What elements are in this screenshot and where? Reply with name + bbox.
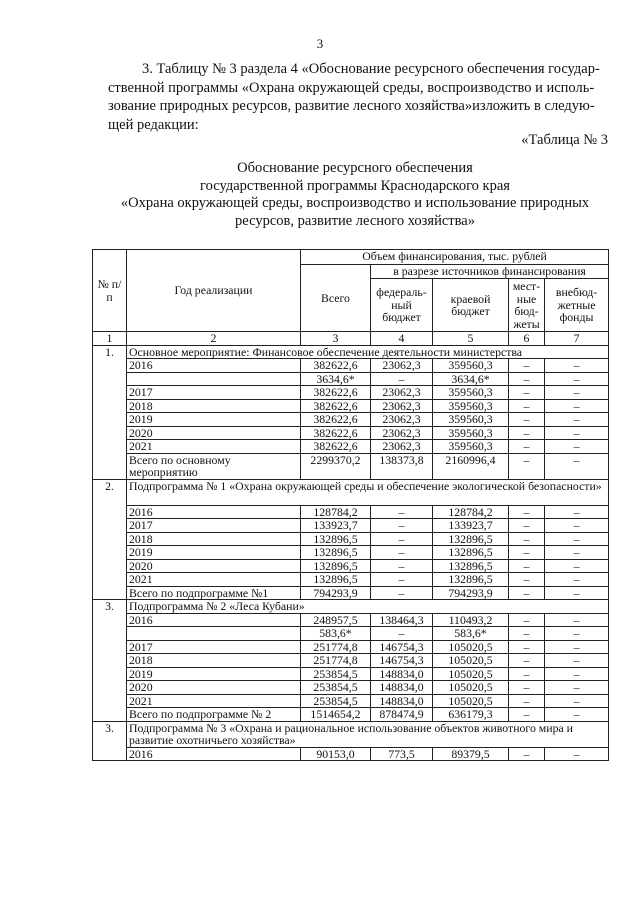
- total-cell: 794293,9: [301, 586, 371, 600]
- intro-line: 3. Таблицу № 3 раздела 4 «Обоснование ресурсного обеспечения государ-: [142, 61, 600, 77]
- year-cell: 2019: [127, 413, 301, 427]
- regional-cell: 359560,3: [433, 399, 509, 413]
- table-reference: «Таблица № 3: [521, 132, 608, 148]
- federal-cell: 148834,0: [371, 667, 433, 681]
- local-cell: –: [509, 708, 545, 722]
- total-cell: 90153,0: [301, 747, 371, 761]
- federal-cell: 23062,3: [371, 426, 433, 440]
- local-cell: –: [509, 426, 545, 440]
- total-cell: 382622,6: [301, 359, 371, 373]
- regional-cell: 105020,5: [433, 640, 509, 654]
- total-cell: 132896,5: [301, 573, 371, 587]
- regional-cell: 132896,5: [433, 532, 509, 546]
- section-header-row: [93, 721, 609, 747]
- header-volume: Объем финансирования, тыс. рублей: [301, 250, 609, 265]
- regional-cell: 132896,5: [433, 573, 509, 587]
- local-cell: –: [509, 694, 545, 708]
- total-cell: 132896,5: [301, 559, 371, 573]
- local-cell: –: [509, 667, 545, 681]
- header-extra: внебюд-жетные фонды: [545, 279, 609, 332]
- intro-paragraph: [108, 60, 608, 134]
- header-local: мест-ные бюд-жеты: [509, 279, 545, 332]
- table-row: [93, 694, 609, 708]
- federal-cell: 23062,3: [371, 440, 433, 454]
- intro-line: щей редакции:: [108, 116, 199, 133]
- table-row: [93, 519, 609, 533]
- regional-cell: 636179,3: [433, 708, 509, 722]
- regional-cell: 794293,9: [433, 586, 509, 600]
- year-cell: 2018: [127, 399, 301, 413]
- local-cell: –: [509, 453, 545, 479]
- table-row: [93, 386, 609, 400]
- year-cell: 2018: [127, 654, 301, 668]
- table-row: [93, 440, 609, 454]
- section-header-row: [93, 345, 609, 359]
- table-row: [93, 532, 609, 546]
- regional-cell: 359560,3: [433, 426, 509, 440]
- extra-cell: –: [545, 426, 609, 440]
- year-cell: 2020: [127, 559, 301, 573]
- local-cell: –: [509, 532, 545, 546]
- page-number: 3: [316, 36, 324, 51]
- table-row: [93, 413, 609, 427]
- federal-cell: –: [371, 532, 433, 546]
- regional-cell: 105020,5: [433, 694, 509, 708]
- regional-cell: 2160996,4: [433, 453, 509, 479]
- year-cell: Всего по подпрограмме № 2: [127, 708, 301, 722]
- section-number: 2.: [93, 479, 127, 600]
- federal-cell: –: [371, 372, 433, 386]
- table-row: [93, 426, 609, 440]
- regional-cell: 110493,2: [433, 613, 509, 627]
- year-cell: 2020: [127, 681, 301, 695]
- extra-cell: –: [545, 613, 609, 627]
- section-number: 3.: [93, 600, 127, 722]
- extra-cell: –: [545, 372, 609, 386]
- local-cell: –: [509, 386, 545, 400]
- column-numbers-row: [93, 332, 609, 346]
- year-cell: [127, 372, 301, 386]
- regional-cell: 132896,5: [433, 559, 509, 573]
- total-cell: 253854,5: [301, 681, 371, 695]
- table-row: [93, 399, 609, 413]
- extra-cell: –: [545, 546, 609, 560]
- header-year: Год реализации: [127, 250, 301, 332]
- extra-cell: –: [545, 654, 609, 668]
- title-line: «Охрана окружающей среды, воспроизводство и использование природных: [120, 195, 590, 211]
- table-row: [93, 627, 609, 641]
- extra-cell: –: [545, 359, 609, 373]
- header-by-source: в разрезе источников финансирования: [371, 265, 609, 279]
- local-cell: –: [509, 573, 545, 587]
- extra-cell: –: [545, 640, 609, 654]
- table-row: [93, 359, 609, 373]
- year-cell: 2017: [127, 519, 301, 533]
- local-cell: –: [509, 681, 545, 695]
- year-cell: 2020: [127, 426, 301, 440]
- total-cell: 132896,5: [301, 532, 371, 546]
- year-cell: 2021: [127, 573, 301, 587]
- regional-cell: 359560,3: [433, 440, 509, 454]
- total-cell: 382622,6: [301, 399, 371, 413]
- table-row: [93, 681, 609, 695]
- extra-cell: –: [545, 559, 609, 573]
- local-cell: –: [509, 546, 545, 560]
- year-cell: 2021: [127, 440, 301, 454]
- section-header-row: [93, 479, 609, 505]
- federal-cell: 23062,3: [371, 359, 433, 373]
- total-cell: 382622,6: [301, 386, 371, 400]
- federal-cell: –: [371, 559, 433, 573]
- table-row: [93, 505, 609, 519]
- local-cell: –: [509, 559, 545, 573]
- total-cell: 382622,6: [301, 413, 371, 427]
- year-cell: 2017: [127, 386, 301, 400]
- section-number: 3.: [93, 721, 127, 761]
- regional-cell: 359560,3: [433, 386, 509, 400]
- local-cell: –: [509, 640, 545, 654]
- regional-cell: 105020,5: [433, 654, 509, 668]
- table-row: [93, 546, 609, 560]
- regional-cell: 359560,3: [433, 359, 509, 373]
- year-cell: Всего по основному мероприятию: [127, 453, 301, 479]
- federal-cell: –: [371, 586, 433, 600]
- section-title: Подпрограмма № 1 «Охрана окружающей среды и обеспечение экологической безопасности»: [127, 479, 609, 505]
- federal-cell: 148834,0: [371, 694, 433, 708]
- federal-cell: –: [371, 573, 433, 587]
- extra-cell: –: [545, 573, 609, 587]
- header-regional: краевой бюджет: [433, 279, 509, 332]
- extra-cell: –: [545, 413, 609, 427]
- table-row: [93, 453, 609, 479]
- extra-cell: –: [545, 694, 609, 708]
- federal-cell: 23062,3: [371, 399, 433, 413]
- table-row: [93, 613, 609, 627]
- extra-cell: –: [545, 667, 609, 681]
- header-num: № п/п: [93, 250, 127, 332]
- year-cell: 2016: [127, 613, 301, 627]
- col-number: 5: [433, 332, 509, 346]
- header-federal: федераль-ный бюджет: [371, 279, 433, 332]
- regional-cell: 133923,7: [433, 519, 509, 533]
- extra-cell: –: [545, 505, 609, 519]
- section-header-row: [93, 600, 609, 614]
- table-row: [93, 667, 609, 681]
- col-number: 3: [301, 332, 371, 346]
- local-cell: –: [509, 359, 545, 373]
- extra-cell: –: [545, 386, 609, 400]
- regional-cell: 89379,5: [433, 747, 509, 761]
- regional-cell: 359560,3: [433, 413, 509, 427]
- total-cell: 251774,8: [301, 640, 371, 654]
- local-cell: –: [509, 519, 545, 533]
- table-row: [93, 573, 609, 587]
- local-cell: –: [509, 399, 545, 413]
- total-cell: 583,6*: [301, 627, 371, 641]
- table-row: [93, 708, 609, 722]
- section-title: Подпрограмма № 2 «Леса Кубани»: [127, 600, 609, 614]
- total-cell: 382622,6: [301, 440, 371, 454]
- table-row: [93, 654, 609, 668]
- col-number: 2: [127, 332, 301, 346]
- federal-cell: –: [371, 519, 433, 533]
- extra-cell: –: [545, 519, 609, 533]
- local-cell: –: [509, 372, 545, 386]
- title-line: Обоснование ресурсного обеспечения: [237, 160, 473, 176]
- title-line: государственной программы Краснодарского края: [200, 177, 510, 194]
- local-cell: –: [509, 413, 545, 427]
- intro-line: зование природных ресурсов, развитие лесного хозяйства»изложить в следую-: [108, 98, 595, 115]
- table-row: [93, 372, 609, 386]
- title-line: ресурсов, развитие лесного хозяйства»: [235, 212, 475, 229]
- federal-cell: –: [371, 505, 433, 519]
- extra-cell: –: [545, 453, 609, 479]
- federal-cell: 138464,3: [371, 613, 433, 627]
- extra-cell: –: [545, 440, 609, 454]
- col-number: 4: [371, 332, 433, 346]
- regional-cell: 105020,5: [433, 681, 509, 695]
- federal-cell: 773,5: [371, 747, 433, 761]
- extra-cell: –: [545, 627, 609, 641]
- year-cell: 2018: [127, 532, 301, 546]
- extra-cell: –: [545, 747, 609, 761]
- header-total: Всего: [301, 265, 371, 332]
- federal-cell: 146754,3: [371, 654, 433, 668]
- local-cell: –: [509, 505, 545, 519]
- local-cell: –: [509, 747, 545, 761]
- year-cell: [127, 627, 301, 641]
- year-cell: 2016: [127, 747, 301, 761]
- local-cell: –: [509, 627, 545, 641]
- total-cell: 248957,5: [301, 613, 371, 627]
- total-cell: 2299370,2: [301, 453, 371, 479]
- total-cell: 3634,6*: [301, 372, 371, 386]
- table-row: [93, 559, 609, 573]
- section-title: Подпрограмма № 3 «Охрана и рациональное использование объектов животного мира и развитие охотничьего хозяйства»: [127, 721, 609, 747]
- federal-cell: –: [371, 546, 433, 560]
- year-cell: Всего по подпрограмме №1: [127, 586, 301, 600]
- year-cell: 2016: [127, 359, 301, 373]
- regional-cell: 105020,5: [433, 667, 509, 681]
- table-title: [100, 160, 610, 230]
- federal-cell: –: [371, 627, 433, 641]
- total-cell: 251774,8: [301, 654, 371, 668]
- col-number: 7: [545, 332, 609, 346]
- year-cell: 2017: [127, 640, 301, 654]
- regional-cell: 132896,5: [433, 546, 509, 560]
- extra-cell: –: [545, 681, 609, 695]
- col-number: 6: [509, 332, 545, 346]
- year-cell: 2016: [127, 505, 301, 519]
- regional-cell: 583,6*: [433, 627, 509, 641]
- year-cell: 2021: [127, 694, 301, 708]
- table-row: [93, 747, 609, 761]
- col-number: 1: [93, 332, 127, 346]
- local-cell: –: [509, 440, 545, 454]
- federal-cell: 148834,0: [371, 681, 433, 695]
- extra-cell: –: [545, 399, 609, 413]
- total-cell: 132896,5: [301, 546, 371, 560]
- total-cell: 128784,2: [301, 505, 371, 519]
- local-cell: –: [509, 654, 545, 668]
- federal-cell: 138373,8: [371, 453, 433, 479]
- regional-cell: 3634,6*: [433, 372, 509, 386]
- section-title: Основное мероприятие: Финансовое обеспечение деятельности министерства: [127, 345, 609, 359]
- extra-cell: –: [545, 532, 609, 546]
- federal-cell: 23062,3: [371, 386, 433, 400]
- year-cell: 2019: [127, 667, 301, 681]
- local-cell: –: [509, 613, 545, 627]
- total-cell: 133923,7: [301, 519, 371, 533]
- federal-cell: 878474,9: [371, 708, 433, 722]
- total-cell: 253854,5: [301, 667, 371, 681]
- extra-cell: –: [545, 586, 609, 600]
- federal-cell: 23062,3: [371, 413, 433, 427]
- local-cell: –: [509, 586, 545, 600]
- table-row: [93, 640, 609, 654]
- year-cell: 2019: [127, 546, 301, 560]
- resource-table: [92, 249, 609, 761]
- intro-line: ственной программы «Охрана окружающей среды, воспроизводство и исполь-: [108, 79, 595, 96]
- federal-cell: 146754,3: [371, 640, 433, 654]
- regional-cell: 128784,2: [433, 505, 509, 519]
- total-cell: 253854,5: [301, 694, 371, 708]
- extra-cell: –: [545, 708, 609, 722]
- total-cell: 1514654,2: [301, 708, 371, 722]
- table-row: [93, 586, 609, 600]
- total-cell: 382622,6: [301, 426, 371, 440]
- section-number: 1.: [93, 345, 127, 479]
